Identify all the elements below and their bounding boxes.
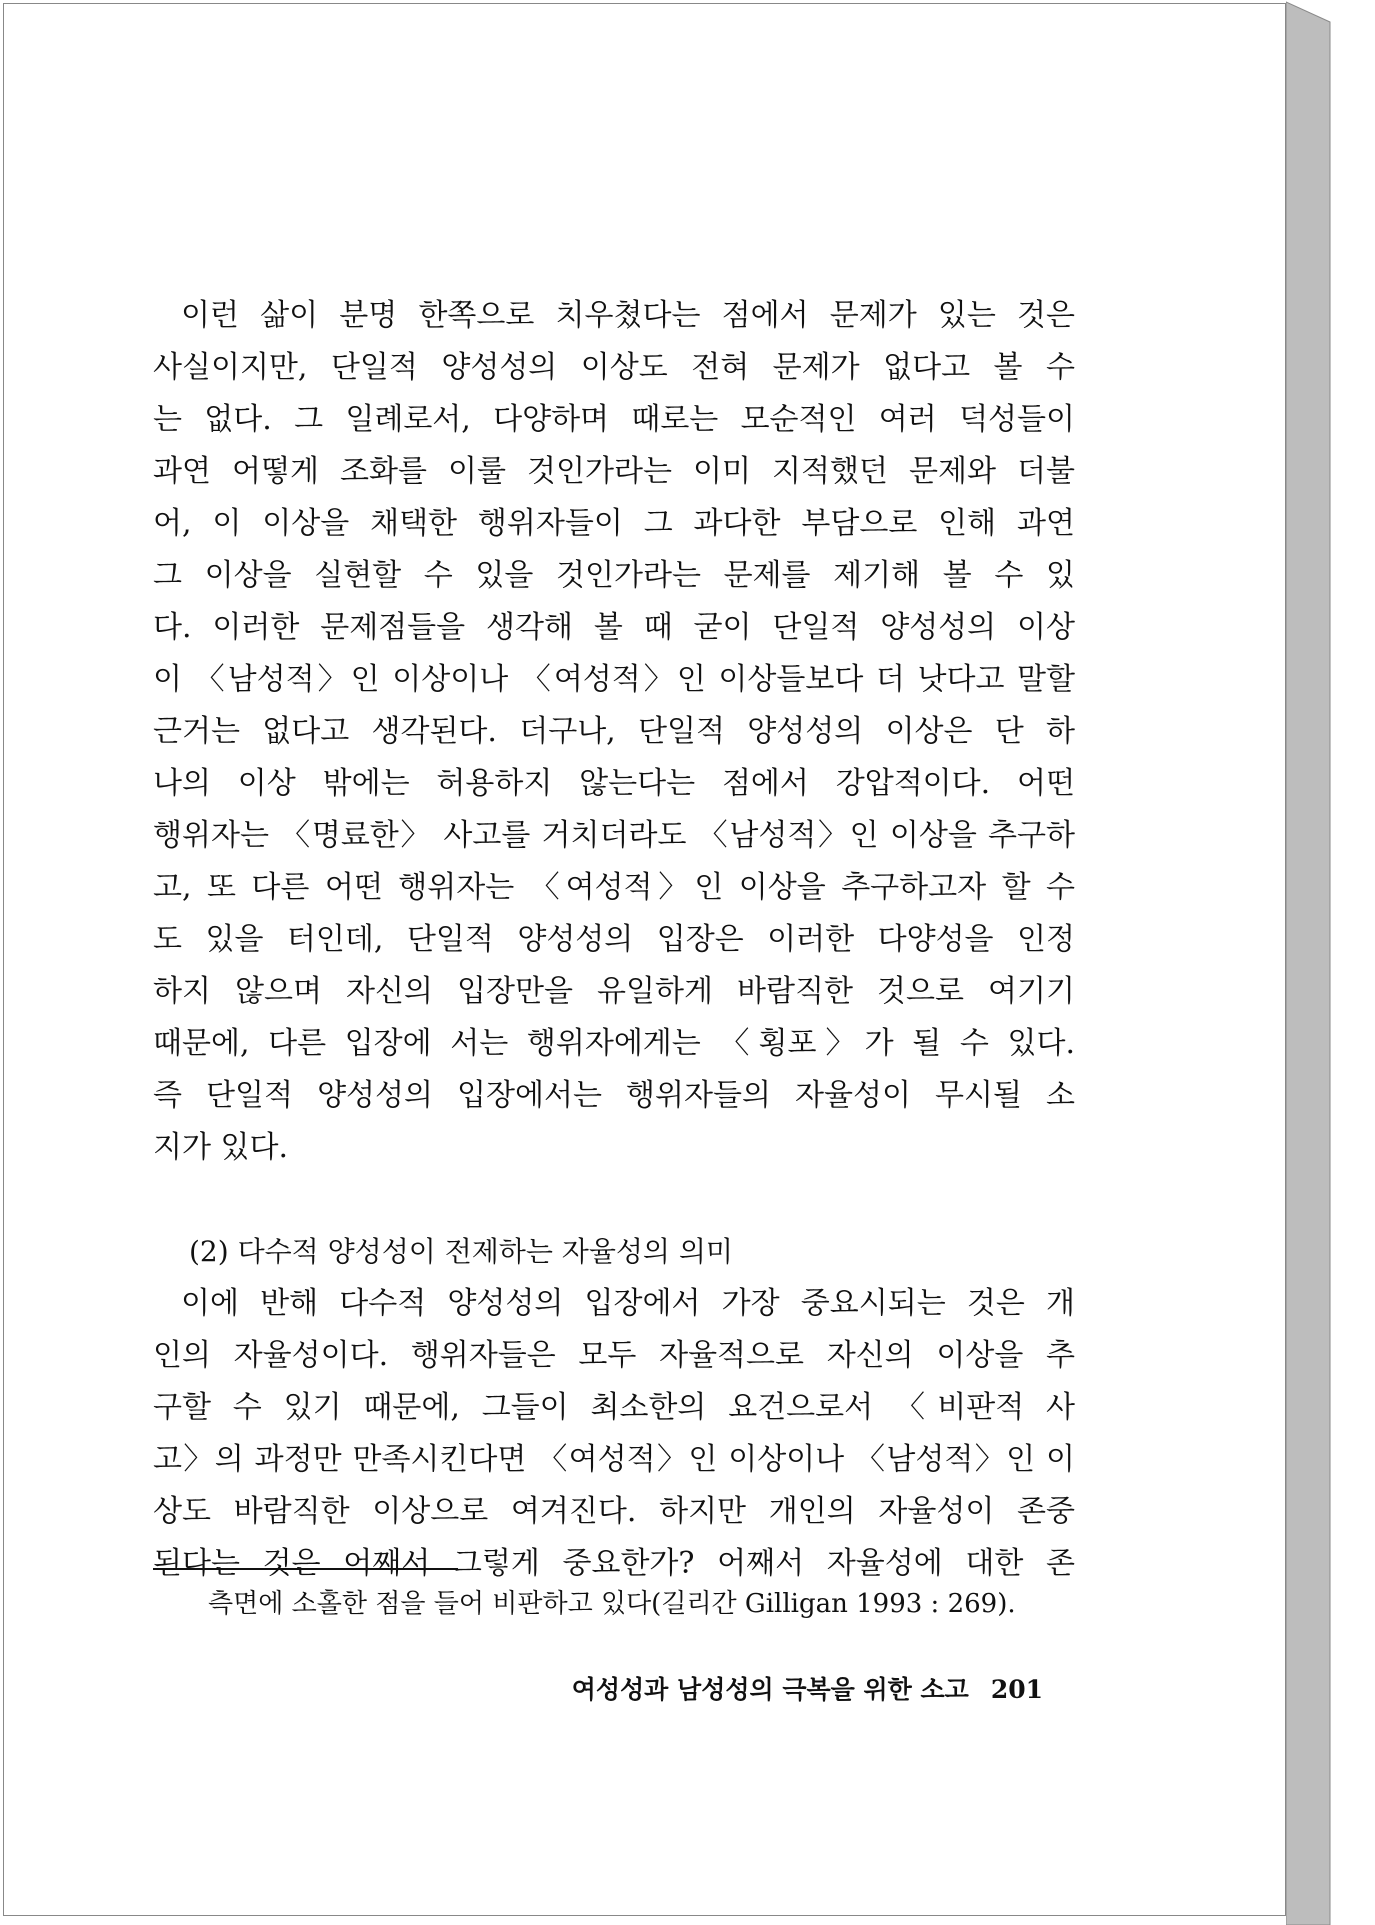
body-line: 사실이지만, 단일적 양성성의 이상도 전혀 문제가 없다고 볼 수 (153, 350, 1075, 385)
body-line: 때문에, 다른 입장에 서는 행위자에게는 〈횡포〉가 될 수 있다. (153, 1026, 1075, 1061)
running-footer-title: 여성성과 남성성의 극복을 위한 소고 (571, 1675, 969, 1704)
page-number: 201 (990, 1675, 1043, 1704)
body-line: 그 이상을 실현할 수 있을 것인가라는 문제를 제기해 볼 수 있 (153, 558, 1075, 593)
section-line: 고〉의 과정만 만족시킨다면 〈여성적〉인 이상이나 〈남성적〉인 이 (153, 1442, 1075, 1477)
body-line: 나의 이상 밖에는 허용하지 않는다는 점에서 강압적이다. 어떤 (153, 766, 1075, 801)
body-line: 는 없다. 그 일례로서, 다양하며 때로는 모순적인 여러 덕성들이 (153, 402, 1075, 437)
section-line: 된다는 것은 어째서 그렇게 중요한가? 어째서 자율성에 대한 존 (153, 1546, 1075, 1581)
section-line: 구할 수 있기 때문에, 그들이 최소한의 요건으로서 〈비판적 사 (153, 1390, 1075, 1425)
book-page-edge (1286, 0, 1334, 1925)
running-footer (572, 1670, 1043, 1710)
body-line: 하지 않으며 자신의 입장만을 유일하게 바람직한 것으로 여기기 (153, 974, 1075, 1009)
section-line: 상도 바람직한 이상으로 여겨진다. 하지만 개인의 자율성이 존중 (153, 1494, 1075, 1529)
section-heading: (2) 다수적 양성성이 전제하는 자율성의 의미 (189, 1235, 733, 1268)
section-line: 인의 자율성이다. 행위자들은 모두 자율적으로 자신의 이상을 추 (153, 1338, 1075, 1373)
footnote-divider (153, 1568, 458, 1570)
body-line: 지가 있다. (153, 1130, 288, 1165)
footnote: 측면에 소홀한 점을 들어 비판하고 있다(길리간 Gilligan 1993 : 269). (208, 1589, 1016, 1619)
body-line: 과연 어떻게 조화를 이룰 것인가라는 이미 지적했던 문제와 더불 (153, 454, 1075, 489)
body-line: 고, 또 다른 어떤 행위자는 〈여성적〉인 이상을 추구하고자 할 수 (153, 870, 1075, 905)
body-line: 이런 삶이 분명 한쪽으로 치우쳤다는 점에서 문제가 있는 것은 (181, 298, 1075, 333)
paragraph-gap (153, 1174, 1075, 1226)
body-line: 근거는 없다고 생각된다. 더구나, 단일적 양성성의 이상은 단 하 (153, 714, 1075, 749)
page-body (153, 290, 1075, 1590)
body-line: 다. 이러한 문제점들을 생각해 볼 때 굳이 단일적 양성성의 이상 (153, 610, 1075, 645)
section-line: 이에 반해 다수적 양성성의 입장에서 가장 중요시되는 것은 개 (181, 1286, 1075, 1321)
body-line: 도 있을 터인데, 단일적 양성성의 입장은 이러한 다양성을 인정 (153, 922, 1075, 957)
body-line: 어, 이 이상을 채택한 행위자들이 그 과다한 부담으로 인해 과연 (153, 506, 1075, 541)
body-line: 즉 단일적 양성성의 입장에서는 행위자들의 자율성이 무시될 소 (153, 1078, 1075, 1113)
body-line: 이 〈남성적〉인 이상이나 〈여성적〉인 이상들보다 더 낫다고 말할 (153, 662, 1075, 697)
body-line: 행위자는 〈명료한〉 사고를 거치더라도 〈남성적〉인 이상을 추구하 (153, 818, 1075, 853)
